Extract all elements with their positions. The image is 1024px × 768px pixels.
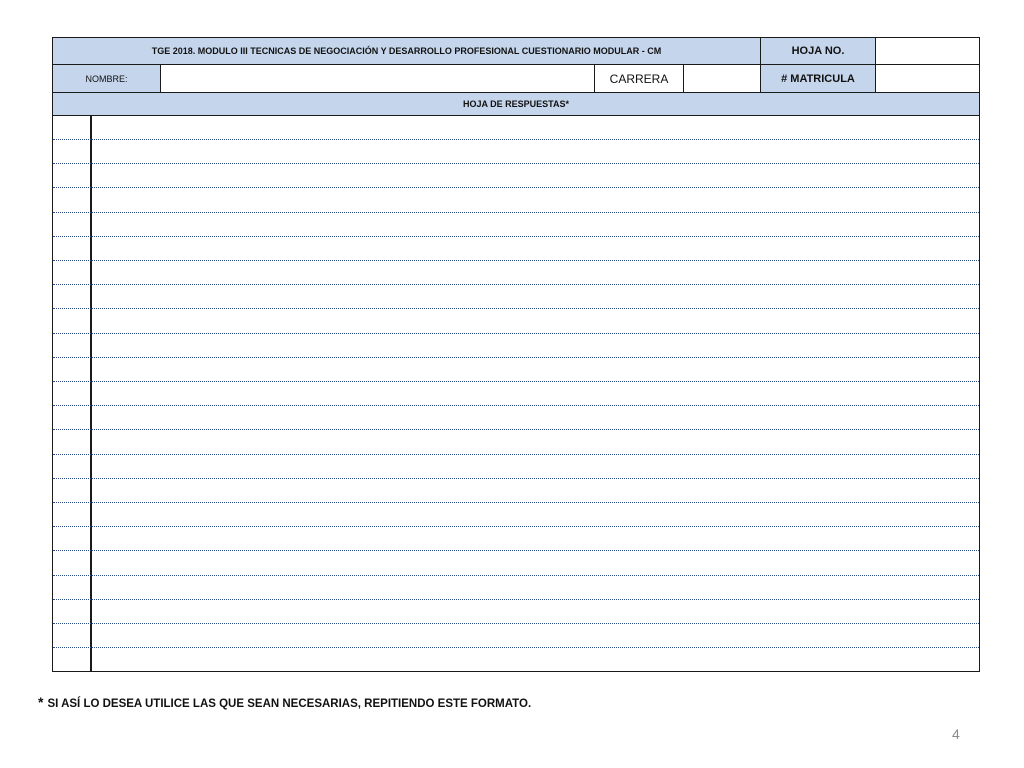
ruled-line	[53, 647, 979, 648]
ruled-line	[53, 550, 979, 551]
ruled-line	[53, 187, 979, 188]
ruled-line	[53, 623, 979, 624]
answers-heading-row	[52, 92, 980, 116]
ruled-line	[53, 599, 979, 600]
ruled-line	[53, 333, 979, 334]
title-row	[52, 37, 980, 65]
ruled-line	[53, 357, 979, 358]
ruled-line	[53, 454, 979, 455]
form-title: TGE 2018. MODULO III TECNICAS DE NEGOCIACIÓN Y DESARROLLO PROFESIONAL CUESTIONARIO MODULAR - CM	[52, 37, 761, 65]
ruled-line	[53, 308, 979, 309]
student-info-row	[52, 64, 980, 93]
student-id-field[interactable]	[875, 64, 980, 93]
ruled-line	[53, 502, 979, 503]
page-number: 4	[952, 726, 960, 742]
ruled-line	[53, 284, 979, 285]
ruled-line	[53, 381, 979, 382]
ruled-line	[53, 212, 979, 213]
ruled-line	[53, 139, 979, 140]
name-label: NOMBRE:	[52, 64, 161, 93]
ruled-line	[53, 260, 979, 261]
ruled-line	[53, 575, 979, 576]
answer-sheet-form	[52, 37, 980, 672]
ruled-line	[53, 163, 979, 164]
sheet-number-field[interactable]	[875, 37, 980, 65]
career-field[interactable]	[683, 64, 761, 93]
footnote-asterisk: *	[38, 694, 44, 710]
career-label: CARRERA	[594, 64, 684, 93]
answer-area[interactable]	[52, 115, 980, 672]
ruled-line	[53, 429, 979, 430]
answers-heading: HOJA DE RESPUESTAS*	[52, 92, 980, 116]
footnote-text: SI ASÍ LO DESEA UTILICE LAS QUE SEAN NECESARIAS, REPITIENDO ESTE FORMATO.	[47, 698, 532, 710]
ruled-line	[53, 478, 979, 479]
sheet-number-label: HOJA NO.	[760, 37, 876, 65]
margin-line	[90, 116, 92, 671]
student-id-label: # MATRICULA	[760, 64, 876, 93]
name-field[interactable]	[160, 64, 595, 93]
ruled-line	[53, 236, 979, 237]
ruled-line	[53, 526, 979, 527]
footnote	[38, 694, 531, 710]
ruled-line	[53, 405, 979, 406]
